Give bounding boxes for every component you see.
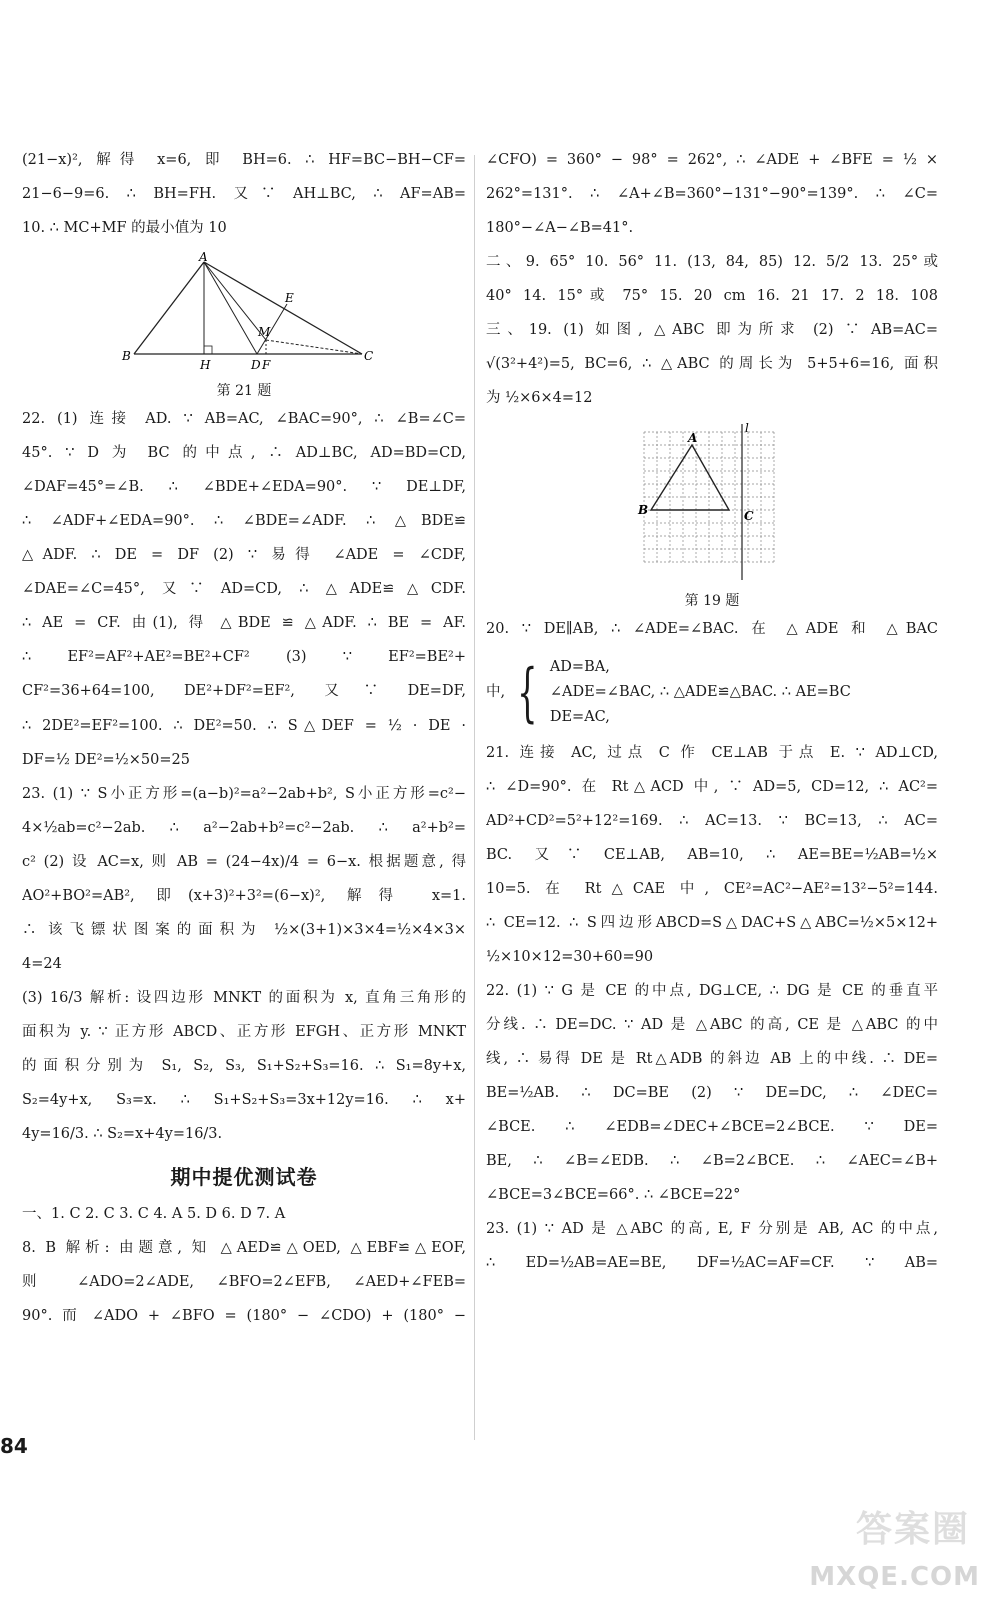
- text-line: c² (2) 设 AC=x, 则 AB = (24−4x)/4 = 6−x. 根据题意, 得: [22, 853, 466, 870]
- text-line: S₂=4y+x, S₃=x. ∴ S₁+S₂+S₃=3x+12y=16. ∴ x+: [22, 1091, 466, 1108]
- brace-line: AD=BA,: [549, 659, 610, 676]
- left-block-c: [22, 1204, 466, 1327]
- text-line: (3) 16/3 解析: 设四边形 MNKT 的面积为 x, 直角三角形的: [22, 989, 466, 1006]
- text-line: 4=24: [22, 955, 62, 972]
- text-line: ∴ 该飞镖状图案的面积为 ½×(3+1)×3×4=½×4×3×: [22, 921, 466, 938]
- brace-line: ∠ADE=∠BAC, ∴ △ADE≌△BAC. ∴ AE=BC: [549, 684, 851, 701]
- left-brace-glyph: {: [517, 655, 538, 730]
- text-line: ∠DAE=∠C=45°, 又∵ AD=CD, ∴ △ADE≌△CDF.: [22, 581, 466, 598]
- text-line: 23. (1) ∵ AD 是 △ABC 的高, E, F 分别是 AB, AC 的中点,: [486, 1220, 938, 1237]
- left-block-a: [22, 150, 466, 239]
- watermark-logo: 答案圈: [855, 1509, 970, 1550]
- text-line: 8. B 解析: 由题意, 知 △AED≌△OED, △EBF≌△EOF,: [22, 1239, 466, 1256]
- text-line: 40° 14. 15°或 75° 15. 20 cm 16. 21 17. 2 18. 108: [486, 288, 938, 305]
- text-line: 21−6−9=6. ∴ BH=FH. 又∵ AH⊥BC, ∴ AF=AB=: [22, 186, 466, 203]
- text-line: ∴ EF²=AF²+AE²=BE²+CF² (3) ∵ EF²=BE²+: [22, 649, 466, 666]
- text-line: 的面积分别为 S₁, S₂, S₃, S₁+S₂+S₃=16. ∴ S₁=8y+x,: [22, 1057, 466, 1074]
- label-A: A: [688, 431, 698, 446]
- label-C: C: [364, 349, 374, 364]
- label-A: A: [199, 252, 208, 265]
- text-line: (21−x)², 解得 x=6, 即 BH=6. ∴ HF=BC−BH−CF=: [22, 152, 466, 168]
- label-C: C: [744, 509, 754, 524]
- text-line: 分线. ∴ DE=DC. ∵ AD 是 △ABC 的高, CE 是 △ABC 的中: [486, 1016, 938, 1033]
- right-block-c: [486, 743, 938, 1274]
- text-line: BE=½AB. ∴ DC=BE (2) ∵ DE=DC, ∴ ∠DEC=: [486, 1084, 938, 1101]
- text-line: BC. 又∵ CE⊥AB, AB=10, ∴ AE=BE=½AB=½×: [486, 846, 938, 863]
- label-E: E: [285, 291, 294, 306]
- text-line: 二、9. 65° 10. 56° 11. (13, 84, 85) 12. 5/2 13. 25°或: [486, 254, 938, 271]
- text-line: AO²+BO²=AB², 即(x+3)²+3²=(6−x)², 解得 x=1.: [22, 887, 466, 904]
- text-line: ∴ ED=½AB=AE=BE, DF=½AC=AF=CF. ∵ AB=: [486, 1254, 938, 1271]
- page-number: 84: [0, 1434, 28, 1458]
- text-line: ∠BCE. ∴ ∠EDB=∠DEC+∠BCE=2∠BCE. ∵ DE=: [486, 1118, 938, 1135]
- text-line: 45°. ∵ D 为 BC 的中点, ∴ AD⊥BC, AD=BD=CD,: [22, 445, 466, 462]
- text-line: ∴ ∠D=90°. 在 Rt△ACD 中, ∵ AD=5, CD=12, ∴ AC²=: [486, 778, 938, 795]
- right-column: [486, 150, 938, 1287]
- brace-prefix: 中,: [486, 684, 506, 701]
- label-M: M: [258, 325, 271, 340]
- text-line: 10=5. 在 Rt△CAE 中, CE²=AC²−AE²=13²−5²=144.: [486, 880, 938, 897]
- text-line: 10. ∴ MC+MF 的最小值为 10: [22, 220, 227, 237]
- grid-triangle-diagram: [632, 422, 792, 582]
- figure-caption: 第 19 题: [684, 593, 740, 610]
- text-line: ∠DAF=45°=∠B. ∴ ∠BDE+∠EDA=90°. ∵ DE⊥DF,: [22, 479, 466, 496]
- text-line: 为 ½×6×4=12: [486, 390, 593, 407]
- text-line: ∴ AE = CF. 由(1), 得 △BDE ≌ △ADF. ∴ BE = AF.: [22, 615, 466, 632]
- right-block-a: [486, 150, 938, 409]
- label-H: H: [200, 358, 211, 373]
- text-line: ∴ CE=12. ∴ S四边形ABCD=S△DAC+S△ABC=½×5×12+: [486, 914, 938, 931]
- text-line: √(3²+4²)=5, BC=6, ∴ △ABC 的周长为 5+5+6=16, 面积: [486, 356, 938, 373]
- text-line: 90°. 而 ∠ADO + ∠BFO = (180° − ∠CDO) + (180° −: [22, 1307, 466, 1324]
- text-line: 262°=131°. ∴ ∠A+∠B=360°−131°−90°=139°. ∴ ∠C=: [486, 186, 938, 203]
- text-line: 23. (1) ∵ S小正方形=(a−b)²=a²−2ab+b², S小正方形=c²−: [22, 785, 466, 802]
- label-B: B: [638, 503, 649, 518]
- text-line: 22. (1) 连接 AD. ∵ AB=AC, ∠BAC=90°, ∴ ∠B=∠C=: [22, 411, 466, 428]
- text-line: AD²+CD²=5²+12²=169. ∴ AC=13. ∵ BC=13, ∴ AC=: [486, 812, 938, 829]
- text-line: 20. ∵ DE∥AB, ∴ ∠ADE=∠BAC. 在 △ADE 和 △BAC: [486, 621, 938, 638]
- left-column: [22, 150, 466, 1340]
- text-line: DF=½ DE²=½×50=25: [22, 751, 190, 768]
- text-line: △ADF. ∴ DE = DF (2) ∵ 易得 ∠ADE = ∠CDF,: [22, 547, 466, 564]
- left-block-b: [22, 409, 466, 1144]
- label-D: D: [251, 358, 261, 373]
- text-line: 一、1. C 2. C 3. C 4. A 5. D 6. D 7. A: [22, 1205, 286, 1222]
- text-line: BE, ∴ ∠B=∠EDB. ∴ ∠B=2∠BCE. ∴ ∠AEC=∠B+: [486, 1152, 938, 1169]
- label-B: B: [122, 349, 131, 364]
- label-F: F: [262, 358, 271, 373]
- text-line: CF²=36+64=100, DE²+DF²=EF², 又∵ DE=DF,: [22, 683, 466, 700]
- text-line: ∠CFO) = 360° − 98° = 262°, ∴ ∠ADE + ∠BFE = ½ ×: [486, 152, 938, 168]
- text-line: 4y=16/3. ∴ S₂=x+4y=16/3.: [22, 1125, 223, 1142]
- section-title: 期中提优测试卷: [170, 1164, 318, 1189]
- watermark-text: MXQE.COM: [809, 1562, 980, 1592]
- text-line: 22. (1) ∵ G 是 CE 的中点, DG⊥CE, ∴ DG 是 CE 的垂直平: [486, 982, 938, 999]
- text-line: 4×½ab=c²−2ab. ∴ a²−2ab+b²=c²−2ab. ∴ a²+b²=: [22, 819, 466, 836]
- text-line: 则 ∠ADO=2∠ADE, ∠BFO=2∠EFB, ∠AED+∠FEB=: [22, 1273, 466, 1290]
- brace-line: DE=AC,: [549, 709, 610, 726]
- text-line: ½×10×12=30+60=90: [486, 948, 654, 965]
- figure-19: [486, 422, 938, 611]
- text-line: 三、19. (1) 如图, △ABC 即为所求 (2) ∵ AB=AC=: [486, 322, 938, 339]
- figure-21: [22, 252, 466, 401]
- label-l: l: [745, 422, 749, 436]
- column-divider: [474, 155, 475, 1440]
- figure-caption: 第 21 题: [216, 383, 272, 400]
- right-block-b: [486, 619, 938, 640]
- brace-lines: [550, 653, 851, 732]
- text-line: 面积为 y. ∵ 正方形 ABCD、正方形 EFGH、正方形 MNKT: [22, 1023, 466, 1040]
- text-line: 21. 连接 AC, 过点 C 作 CE⊥AB 于点 E. ∵ AD⊥CD,: [486, 744, 938, 761]
- text-line: ∴ ∠ADF+∠EDA=90°. ∴ ∠BDE=∠ADF. ∴ △BDE≌: [22, 513, 466, 530]
- text-line: ∠BCE=3∠BCE=66°. ∴ ∠BCE=22°: [486, 1186, 741, 1203]
- text-line: 线, ∴ 易得 DE 是 Rt△ADB 的斜边 AB 上的中线. ∴ DE=: [486, 1050, 938, 1067]
- triangle-diagram: [114, 252, 374, 372]
- text-line: ∴ 2DE²=EF²=100. ∴ DE²=50. ∴ S△DEF = ½ · DE ·: [22, 717, 466, 734]
- system-of-equations: [486, 653, 938, 732]
- text-line: 180°−∠A−∠B=41°.: [486, 220, 634, 237]
